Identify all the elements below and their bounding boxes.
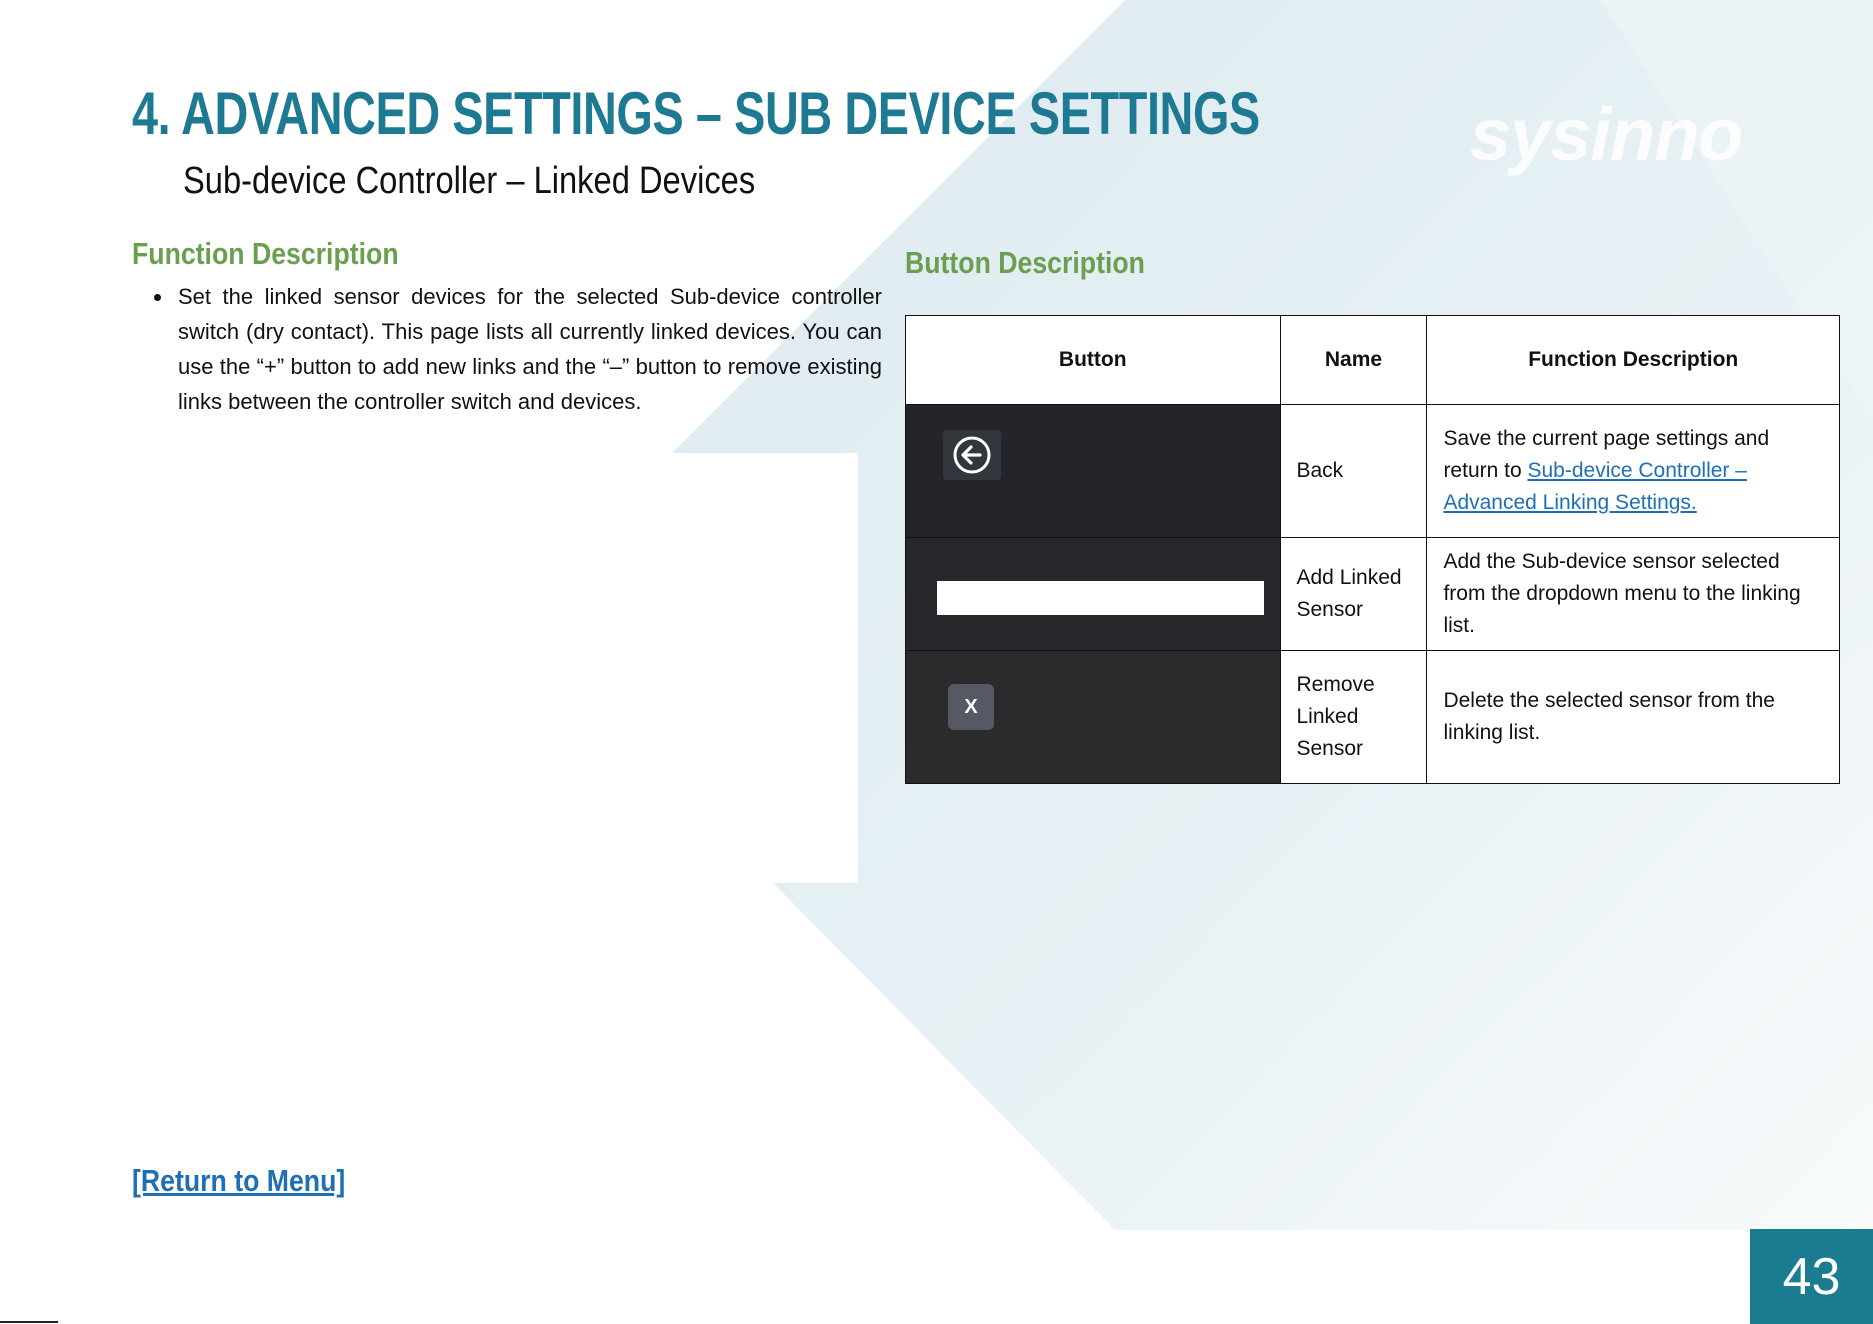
brand-watermark: sysinno — [1470, 93, 1743, 176]
back-arrow-glyph — [952, 435, 992, 475]
close-icon: X — [948, 684, 994, 730]
function-description-cell: Add the Sub-device sensor selected from the dropdown menu to the linking list. — [1427, 538, 1840, 651]
page-subtitle: Sub-device Controller – Linked Devices — [183, 160, 756, 202]
column-header-name: Name — [1280, 316, 1427, 405]
function-description-heading: Function Description — [132, 236, 399, 271]
button-preview-cell — [906, 405, 1281, 538]
page-title: 4. ADVANCED SETTINGS – SUB DEVICE SETTINGS — [132, 80, 1260, 147]
button-description-table — [905, 315, 1840, 784]
button-name-cell: Remove Linked Sensor — [1280, 651, 1427, 784]
column-header-function: Function Description — [1427, 316, 1840, 405]
button-preview-cell — [906, 538, 1281, 651]
table-row — [906, 405, 1840, 538]
button-name-cell: Add Linked Sensor — [1280, 538, 1427, 651]
table-row — [906, 538, 1840, 651]
function-description-list — [150, 279, 882, 419]
table-header-row — [906, 316, 1840, 405]
return-to-menu-link[interactable]: [Return to Menu] — [132, 1163, 346, 1198]
footer-divider — [0, 1321, 58, 1323]
function-description-cell: Delete the selected sensor from the linking list. — [1427, 651, 1840, 784]
add-linked-sensor-bar — [937, 581, 1264, 615]
page-number: 43 — [1750, 1229, 1873, 1324]
table-row — [906, 651, 1840, 784]
back-arrow-icon — [943, 430, 1001, 480]
description-text: Save the current page settings and return to — [1443, 427, 1770, 482]
advanced-linking-settings-link[interactable]: Sub-device Controller – Advanced Linking Settings. — [1443, 459, 1747, 514]
function-description-cell — [1427, 405, 1840, 538]
button-preview-cell — [906, 651, 1281, 784]
button-description-heading: Button Description — [905, 245, 1145, 280]
list-item: • Set the linked sensor devices for the selected Sub-device controller switch (dry contact). This page lists all currently linked devices. You can use the “+” button to add new links and the “–” button to remove existing links between the controller switch and devices. — [174, 279, 882, 419]
column-header-button: Button — [906, 316, 1281, 405]
button-name-cell: Back — [1280, 405, 1427, 538]
